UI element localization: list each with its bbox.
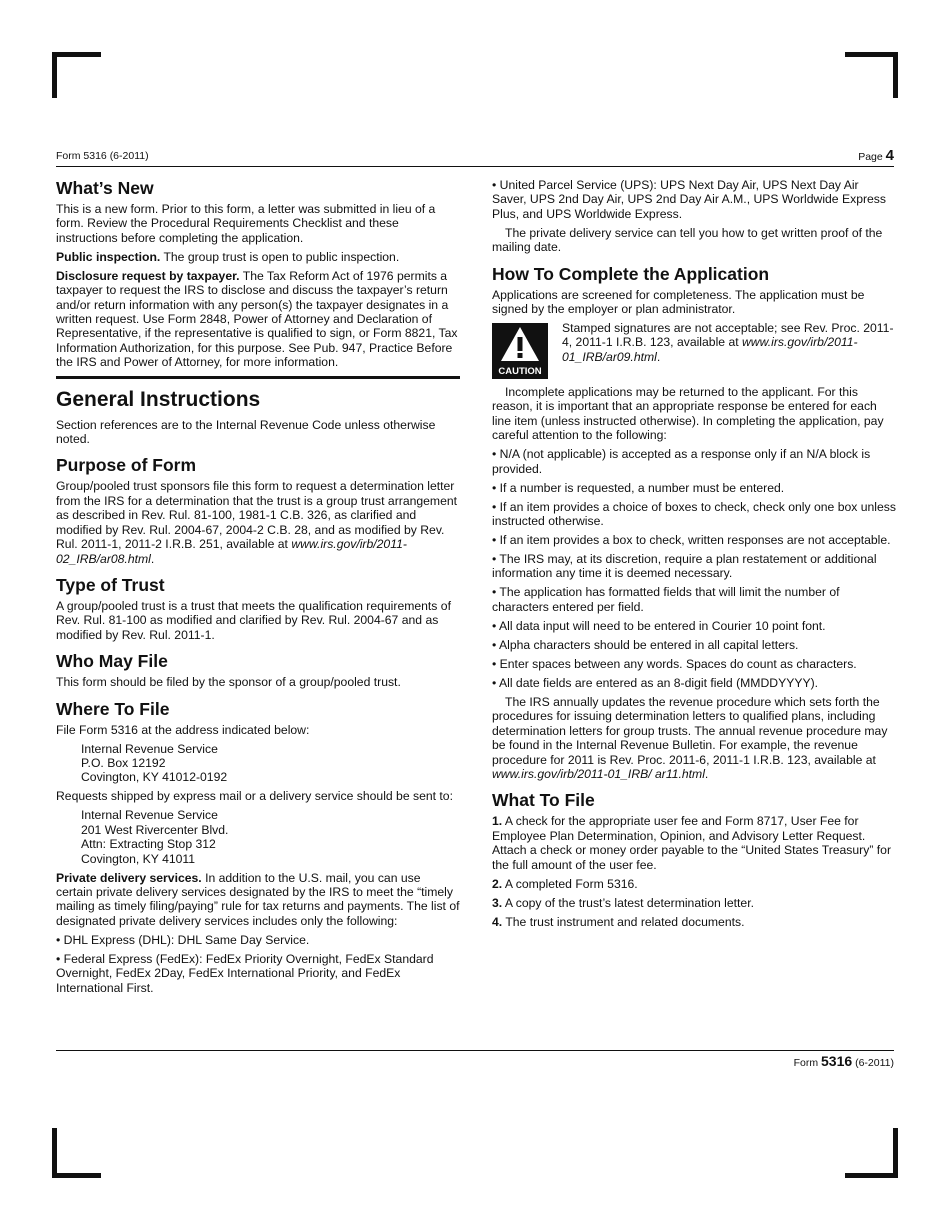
proof-text: The private delivery service can tell you how to get written proof of the mailing date. <box>492 225 883 255</box>
caution-block <box>492 321 896 379</box>
purpose-paragraph <box>56 479 460 565</box>
crop-mark-top-right <box>845 52 898 57</box>
what-to-file-item <box>492 814 896 872</box>
list-item: • All date fields are entered as an 8-digit field (MMDDYYYY). <box>492 675 819 690</box>
ups-bullet: • United Parcel Service (UPS): UPS Next Day Air, UPS Next Day Air Saver, UPS 2nd Day Air, UPS 2nd Day Air A.M., UPS Worldwide Express Plus, and UPS Worldwide Express. <box>492 178 886 221</box>
express-mail-text: Requests shipped by express mail or a delivery service should be sent to: <box>56 789 453 804</box>
list-item: • The application has formatted fields that will limit the number of characters entered per field. <box>492 585 840 614</box>
caution-exclamation-dot <box>518 353 523 358</box>
list-item: • Enter spaces between any words. Spaces do count as characters. <box>492 656 857 671</box>
footer-form-prefix: Form <box>793 1057 819 1069</box>
footer-rule <box>56 1050 894 1051</box>
revenue-procedure-link[interactable]: www.irs.gov/irb/2011-01_IRB/ ar11.html <box>492 766 705 781</box>
caution-link[interactable]: www.irs.gov/irb/2011-01_IRB/ar09.html <box>562 335 858 364</box>
general-instructions-heading: General Instructions <box>56 387 261 411</box>
how-to-complete-text: Applications are screened for completeness. The application must be signed by the employer or plan administrator. <box>492 287 865 317</box>
list-item: • N/A (not applicable) is accepted as a response only if an N/A block is provided. <box>492 447 871 476</box>
crop-mark-bottom-right <box>845 1173 898 1178</box>
caution-body: Stamped signatures are not acceptable; see Rev. Proc. 2011-4, 2011-1 I.R.B. 123, available at <box>562 321 894 350</box>
whats-new-heading: What’s New <box>56 178 154 198</box>
item-number: 1. <box>492 814 503 829</box>
caution-icon <box>492 323 548 379</box>
left-column <box>56 178 460 1000</box>
disclosure-paragraph <box>56 269 460 370</box>
general-instructions-text: Section references are to the Internal Revenue Code unless otherwise noted. <box>56 417 436 447</box>
fedex-bullet: • Federal Express (FedEx): FedEx Priority Overnight, FedEx Standard Overnight, FedEx 2Day, FedEx International Priority, and FedEx International First. <box>56 951 434 995</box>
crop-mark-bottom-right <box>893 1128 898 1178</box>
crop-mark-top-left <box>52 52 57 98</box>
item-number: 3. <box>492 895 503 910</box>
how-to-complete-heading: How To Complete the Application <box>492 263 770 284</box>
disclosure-label: Disclosure request by taxpayer. <box>56 268 240 283</box>
address-line: Covington, KY 41012-0192 <box>81 770 228 785</box>
caution-end: . <box>656 349 661 364</box>
address-line: Internal Revenue Service <box>81 741 218 756</box>
type-of-trust-text: A group/pooled trust is a trust that meets the qualification requirements of Rev. Rul. 81-100 as modified and clarified by Rev. Rul. 2004-67 and as modified by Rev. Rul. 2011-1. <box>56 598 451 642</box>
purpose-link[interactable]: www.irs.gov/irb/2011-02_IRB/ar08.html <box>56 537 407 566</box>
where-to-file-text: File Form 5316 at the address indicated below: <box>56 722 310 737</box>
disclosure-text: The Tax Reform Act of 1976 permits a taxpayer to request the IRS to disclose and discuss the taxpayer’s return and/or return information with any person(s) the taxpayer designates in a written request. Use Form 2848, Power of Attorney and Declaration of Representative, if the representative is qualified to sign, or Form 8821, Tax Information Authorization, for this purpose. See Pub. 947, Practice Before the IRS and Power of Attorney, for more information. <box>56 268 458 370</box>
purpose-text: Group/pooled trust sponsors file this form to request a determination letter from the IRS for a determination that the trust is a group trust arrangement as described in Rev. Rul. 81-100, 1981-1 C.B. 326, as clarified and modified by Rev. Rul. 2004-67, 2004-2 C.B. 28, and as modified by Rev. Rul. 2011-1, 2011-2 I.R.B. 251, available at <box>56 479 458 552</box>
caution-exclamation-bar <box>518 337 523 351</box>
header-rule <box>56 166 894 167</box>
what-to-file-heading: What To File <box>492 790 595 811</box>
footer-form-date: (6-2011) <box>855 1057 894 1069</box>
address-line: Attn: Extracting Stop 312 <box>81 837 216 852</box>
list-item: • If an item provides a choice of boxes to check, check only one box unless instructed otherwise. <box>492 499 896 529</box>
page-label: Page <box>858 151 883 163</box>
section-rule <box>56 376 460 379</box>
caution-label: CAUTION <box>498 366 542 378</box>
list-item: • If a number is requested, a number must be entered. <box>492 480 785 495</box>
caution-triangle-icon <box>492 323 548 379</box>
type-of-trust-heading: Type of Trust <box>56 574 165 595</box>
private-delivery-paragraph <box>56 871 460 929</box>
address-line: 201 West Rivercenter Blvd. <box>81 822 229 837</box>
crop-mark-bottom-left <box>52 1173 101 1178</box>
purpose-heading: Purpose of Form <box>56 455 197 476</box>
crop-mark-top-left <box>52 52 101 57</box>
revenue-procedure-paragraph <box>492 695 896 781</box>
private-delivery-text: In addition to the U.S. mail, you can use certain private delivery services designated by the IRS to meet the “timely mailing as timely filing/paying” rule for tax returns and payments. The list of designated private delivery services includes only the following: <box>56 870 460 928</box>
mailing-address <box>56 742 460 785</box>
caution-text <box>562 321 896 379</box>
what-to-file-item <box>492 896 896 910</box>
revenue-procedure-text: The IRS annually updates the revenue procedure which sets forth the procedures for issuing determination letters to qualified plans, including determination letters for group trusts. The annual revenue procedure may be found in the Internal Revenue Bulletin. For example, the revenue procedure for 2011 is Rev. Proc. 2011-6, 2011-1 I.R.B. 123, available at <box>492 694 888 767</box>
header-page <box>858 147 894 164</box>
item-number: 2. <box>492 876 503 891</box>
right-column <box>492 178 896 934</box>
who-may-file-text: This form should be filed by the sponsor of a group/pooled trust. <box>56 675 401 690</box>
footer <box>794 1053 894 1069</box>
address-line: P.O. Box 12192 <box>81 755 166 770</box>
address-line: Internal Revenue Service <box>81 808 218 823</box>
address-line: Covington, KY 41011 <box>81 851 196 866</box>
item-number: 4. <box>492 914 503 929</box>
list-item: • The IRS may, at its discretion, require a plan restatement or additional information any time it is deemed necessary. <box>492 552 877 581</box>
list-item: • If an item provides a box to check, written responses are not acceptable. <box>492 533 891 548</box>
what-to-file-item <box>492 915 896 929</box>
item-text: A copy of the trust’s latest determination letter. <box>502 895 754 910</box>
item-text: A completed Form 5316. <box>502 876 638 891</box>
dhl-bullet: • DHL Express (DHL): DHL Same Day Service. <box>56 932 310 947</box>
list-item: • Alpha characters should be entered in all capital letters. <box>492 637 799 652</box>
crop-mark-bottom-left <box>52 1128 57 1178</box>
crop-mark-top-right <box>893 52 898 98</box>
purpose-end: . <box>150 551 155 566</box>
public-inspection-paragraph <box>56 250 460 264</box>
public-inspection-label: Public inspection. <box>56 249 161 264</box>
list-item: • All data input will need to be entered in Courier 10 point font. <box>492 618 826 633</box>
header-form-id: Form 5316 (6-2011) <box>56 150 149 162</box>
page-number: 4 <box>885 147 894 164</box>
footer-form-number: 5316 <box>821 1053 853 1069</box>
whats-new-text: This is a new form. Prior to this form, a letter was submitted in lieu of a form. Review the Procedural Requirements Checklist and these instructions before completing the application. <box>56 202 436 245</box>
incomplete-applications-text: Incomplete applications may be returned to the applicant. For this reason, it is important that an appropriate response be entered for each line item (unless instructed otherwise). In completing the application, pay careful attention to the following: <box>492 385 884 443</box>
item-text: The trust instrument and related documents. <box>502 914 745 929</box>
where-to-file-heading: Where To File <box>56 698 170 719</box>
what-to-file-item <box>492 877 896 891</box>
public-inspection-text: The group trust is open to public inspection. <box>160 249 400 264</box>
delivery-address <box>56 808 460 866</box>
who-may-file-heading: Who May File <box>56 651 168 672</box>
private-delivery-label: Private delivery services. <box>56 870 202 885</box>
revenue-procedure-end: . <box>704 766 709 781</box>
item-text: A check for the appropriate user fee and Form 8717, User Fee for Employee Plan Determination, Opinion, and Advisory Letter Request. Attach a check or money order payable to the “United States Treasury” for the full amount of the user fee. <box>492 814 891 872</box>
